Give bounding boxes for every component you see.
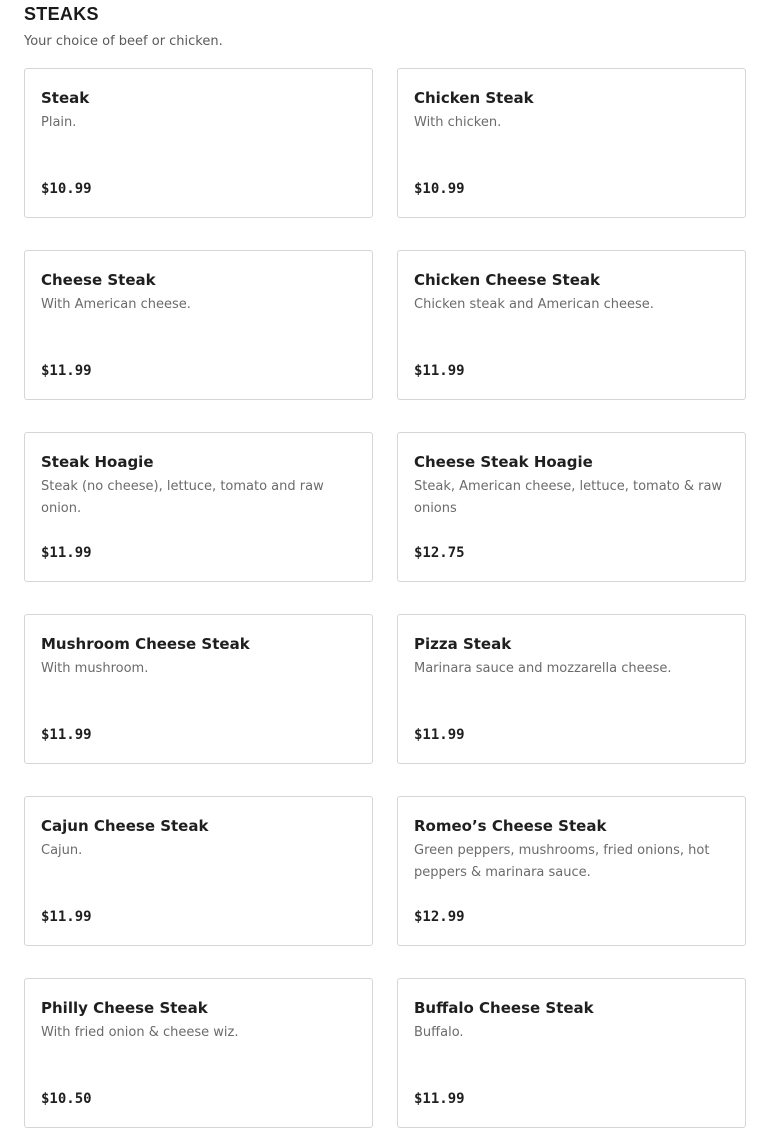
menu-item-price: $11.99 xyxy=(414,727,465,743)
menu-item-description: Cajun. xyxy=(41,843,83,858)
menu-item-name: Cheese Steak Hoagie xyxy=(414,453,593,471)
menu-item-description: With mushroom. xyxy=(41,661,149,676)
menu-item-description: With chicken. xyxy=(414,115,502,130)
menu-item-price: $11.99 xyxy=(41,363,92,379)
menu-item-price: $10.50 xyxy=(41,1091,92,1107)
menu-item-price: $10.99 xyxy=(41,181,92,197)
menu-item-name: Steak Hoagie xyxy=(41,453,154,471)
menu-item-description: Buffalo. xyxy=(414,1025,464,1040)
menu-item-card[interactable] xyxy=(397,68,746,218)
menu-item-card[interactable] xyxy=(397,796,746,946)
menu-item-grid xyxy=(24,68,746,1128)
menu-item-name: Steak xyxy=(41,89,90,107)
menu-item-description: Marinara sauce and mozzarella cheese. xyxy=(414,661,672,676)
menu-item-card[interactable] xyxy=(24,796,373,946)
menu-item-price: $11.99 xyxy=(41,545,92,561)
menu-item-card[interactable] xyxy=(397,978,746,1128)
menu-item-card[interactable] xyxy=(24,68,373,218)
menu-item-card[interactable] xyxy=(397,614,746,764)
menu-item-description: Steak (no cheese), lettuce, tomato and raw onion. xyxy=(41,479,324,516)
menu-item-description: Chicken steak and American cheese. xyxy=(414,297,654,312)
menu-item-card[interactable] xyxy=(24,432,373,582)
menu-item-card[interactable] xyxy=(397,432,746,582)
menu-item-name: Cajun Cheese Steak xyxy=(41,817,209,835)
menu-item-name: Chicken Cheese Steak xyxy=(414,271,600,289)
menu-item-description: Green peppers, mushrooms, fried onions, hot peppers & marinara sauce. xyxy=(414,843,710,880)
menu-item-description: Steak, American cheese, lettuce, tomato & raw onions xyxy=(414,479,723,516)
menu-item-name: Romeo’s Cheese Steak xyxy=(414,817,607,835)
menu-item-name: Mushroom Cheese Steak xyxy=(41,635,250,653)
menu-item-price: $11.99 xyxy=(414,1091,465,1107)
menu-item-card[interactable] xyxy=(24,614,373,764)
menu-item-name: Cheese Steak xyxy=(41,271,156,289)
menu-item-price: $11.99 xyxy=(414,363,465,379)
menu-item-price: $12.75 xyxy=(414,545,465,561)
section-title: STEAKS xyxy=(24,4,99,24)
menu-item-description: Plain. xyxy=(41,115,77,130)
section-header xyxy=(24,0,746,56)
menu-item-price: $10.99 xyxy=(414,181,465,197)
section-subtitle: Your choice of beef or chicken. xyxy=(24,34,223,49)
menu-item-name: Chicken Steak xyxy=(414,89,534,107)
menu-item-card[interactable] xyxy=(397,250,746,400)
menu-item-price: $11.99 xyxy=(41,909,92,925)
menu-item-description: With American cheese. xyxy=(41,297,191,312)
menu-item-name: Pizza Steak xyxy=(414,635,512,653)
menu-item-price: $11.99 xyxy=(41,727,92,743)
menu-item-card[interactable] xyxy=(24,250,373,400)
menu-item-card[interactable] xyxy=(24,978,373,1128)
menu-item-description: With fried onion & cheese wiz. xyxy=(41,1025,239,1040)
menu-item-price: $12.99 xyxy=(414,909,465,925)
menu-item-name: Buffalo Cheese Steak xyxy=(414,999,594,1017)
menu-item-name: Philly Cheese Steak xyxy=(41,999,208,1017)
